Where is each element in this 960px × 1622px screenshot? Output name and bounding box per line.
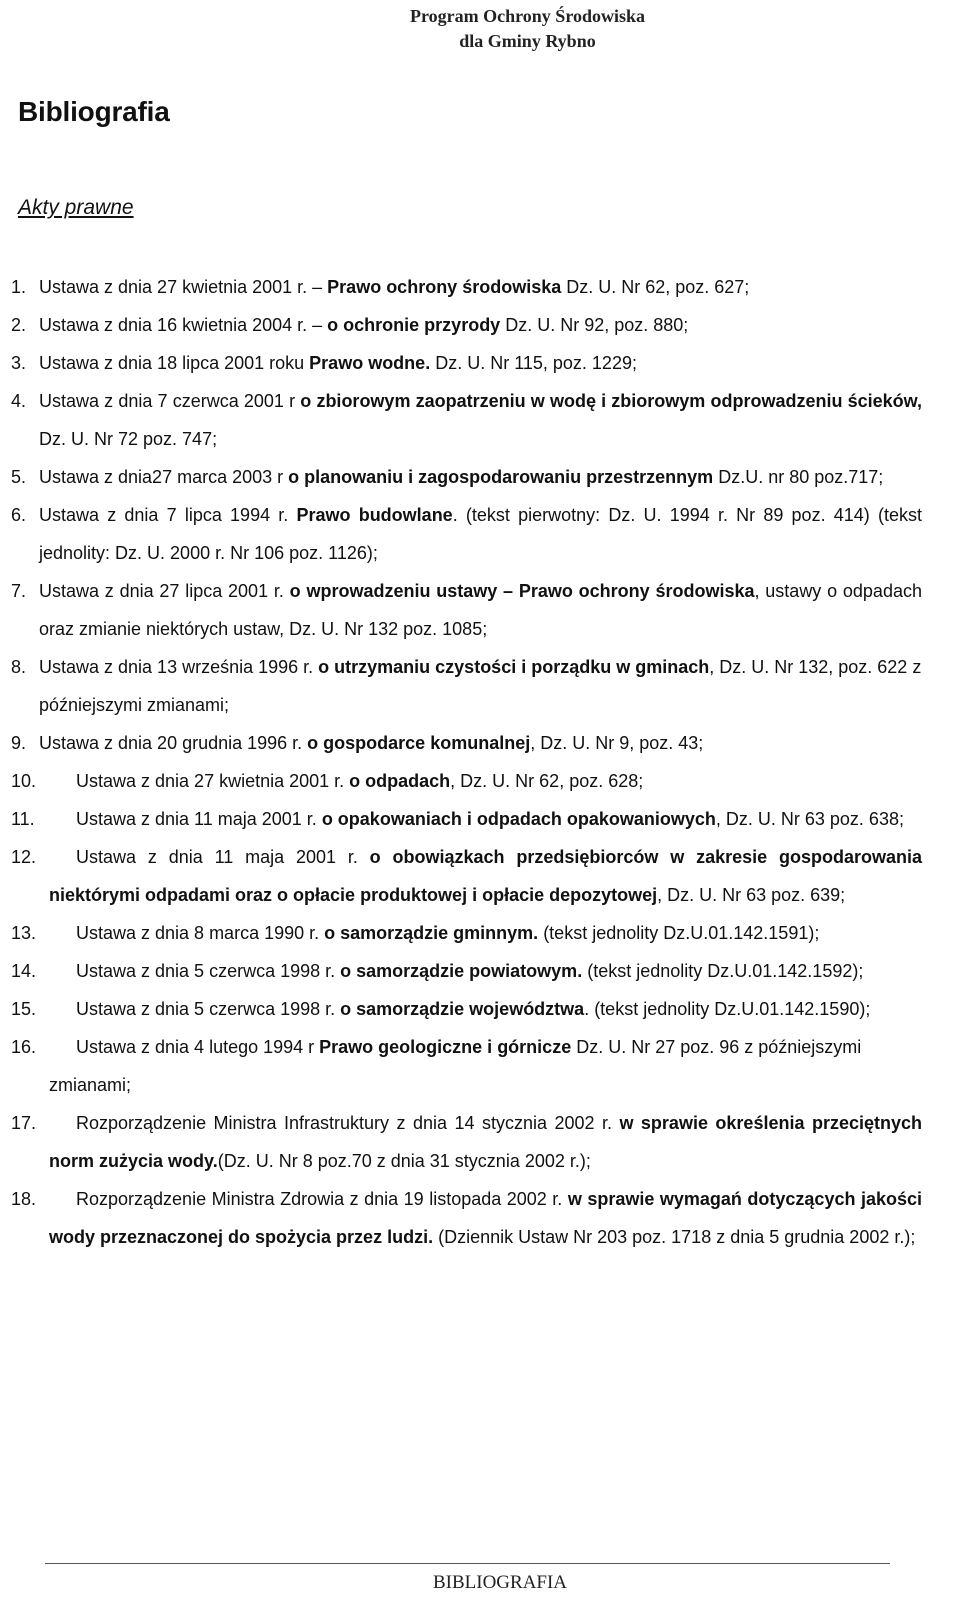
list-item — [0, 990, 960, 1028]
item-text: Ustawa z dnia 11 maja 2001 r. — [76, 809, 322, 829]
list-item — [0, 952, 960, 990]
item-text: Dz. U. Nr 72 poz. 747; — [39, 429, 218, 449]
page-title: Bibliografia — [18, 96, 170, 127]
item-text: Ustawa z dnia 5 czerwca 1998 r. — [76, 961, 341, 981]
item-title: o zbiorowym zaopatrzeniu w wodę i zbiorowym odprowadzeniu ścieków, — [300, 391, 923, 411]
list-item — [0, 1104, 960, 1180]
list-item — [0, 344, 960, 382]
section-subtitle: Akty prawne — [18, 196, 134, 219]
item-text: , Dz. U. Nr 132, poz. 622 z późniejszymi zmianami; — [39, 657, 922, 715]
item-text: Ustawa z dnia 4 lutego 1994 r — [76, 1037, 320, 1057]
item-text: Rozporządzenie Ministra Infrastruktury z dnia 14 stycznia 2002 r. — [76, 1113, 620, 1133]
list-item — [0, 382, 960, 458]
list-item — [0, 572, 960, 648]
item-text: Ustawa z dnia 27 lipca 2001 r. — [39, 581, 290, 601]
item-title: o planowaniu i zagospodarowaniu przestrzennym — [288, 467, 714, 487]
item-title: o odpadach — [349, 771, 451, 791]
item-text: Dz. U. Nr 62, poz. 627; — [561, 277, 750, 297]
item-text: Ustawa z dnia 27 kwietnia 2001 r. — [76, 771, 350, 791]
list-item — [0, 724, 960, 762]
header-line-1: Program Ochrony Środowiska — [409, 6, 646, 26]
item-number: 9. — [11, 733, 27, 753]
item-title: o gospodarce komunalnej — [307, 733, 531, 753]
item-title: o samorządzie powiatowym. — [340, 961, 583, 981]
item-text: , ustawy o odpadach oraz zmianie niektórych ustaw, Dz. U. Nr 132 poz. 1085; — [39, 581, 922, 639]
item-title: Prawo wodne. — [309, 353, 431, 373]
list-item — [0, 800, 960, 838]
item-text: (tekst jednolity Dz.U.01.142.1591); — [538, 923, 820, 943]
item-text: (Dziennik Ustaw Nr 203 poz. 1718 z dnia 5 grudnia 2002 r.); — [433, 1227, 916, 1247]
item-number: 11. — [11, 809, 35, 829]
item-title: Prawo ochrony środowiska — [327, 277, 562, 297]
list-item — [0, 914, 960, 952]
item-title: o utrzymaniu czystości i porządku w gminach — [318, 657, 710, 677]
item-text: Ustawa z dnia 8 marca 1990 r. — [76, 923, 325, 943]
item-title: o wprowadzeniu ustawy – Prawo ochrony środowiska — [289, 581, 755, 601]
item-number: 3. — [11, 353, 27, 373]
item-text: Rozporządzenie Ministra Zdrowia z dnia 19 listopada 2002 r. — [76, 1189, 568, 1209]
list-item — [0, 838, 960, 914]
list-item — [0, 458, 960, 496]
item-text: Dz. U. Nr 27 poz. 96 z późniejszymi zmianami; — [49, 1037, 862, 1095]
item-text: (Dz. U. Nr 8 poz.70 z dnia 31 stycznia 2002 r.); — [217, 1151, 591, 1171]
header-line-2: dla Gminy Rybno — [459, 31, 596, 51]
item-number: 7. — [11, 581, 27, 601]
item-title: w sprawie określenia przeciętnych norm zużycia wody. — [49, 1113, 922, 1171]
item-number: 6. — [11, 505, 27, 525]
item-text: Ustawa z dnia 16 kwietnia 2004 r. – — [39, 315, 328, 335]
item-title: w sprawie wymagań dotyczących jakości wody przeznaczonej do spożycia przez ludzi. — [49, 1189, 923, 1247]
item-text: Dz. U. Nr 115, poz. 1229; — [430, 353, 637, 373]
item-text: Ustawa z dnia 5 czerwca 1998 r. — [76, 999, 341, 1019]
item-text: Ustawa z dnia 7 czerwca 2001 r — [39, 391, 301, 411]
item-number: 15. — [11, 999, 37, 1019]
item-text: , Dz. U. Nr 9, poz. 43; — [530, 733, 704, 753]
item-number: 5. — [11, 467, 27, 487]
item-number: 8. — [11, 657, 27, 677]
item-number: 13. — [11, 923, 37, 943]
item-title: o obowiązkach przedsiębiorców w zakresie gospodarowania niektórymi odpadami oraz o opłacie produktowej i opłacie depozytowej — [49, 847, 922, 905]
item-title: o samorządzie gminnym. — [324, 923, 539, 943]
item-number: 10. — [11, 771, 37, 791]
footer-divider — [45, 1563, 890, 1564]
list-item — [0, 306, 960, 344]
item-text: Dz. U. Nr 92, poz. 880; — [500, 315, 689, 335]
item-number: 4. — [11, 391, 27, 411]
item-text: , Dz. U. Nr 62, poz. 628; — [450, 771, 644, 791]
item-text: Ustawa z dnia 13 września 1996 r. — [39, 657, 319, 677]
list-item — [0, 1028, 960, 1104]
item-text: Ustawa z dnia 7 lipca 1994 r. — [39, 505, 297, 525]
item-text: Ustawa z dnia 20 grudnia 1996 r. — [39, 733, 308, 753]
item-title: o ochronie przyrody — [327, 315, 501, 335]
item-text: (tekst jednolity Dz.U.01.142.1592); — [582, 961, 864, 981]
item-number: 17. — [11, 1113, 37, 1133]
item-title: Prawo geologiczne i górnicze — [319, 1037, 572, 1057]
item-title: o samorządzie województwa — [340, 999, 585, 1019]
item-title: o opakowaniach i odpadach opakowaniowych — [321, 809, 716, 829]
item-text: , Dz. U. Nr 63 poz. 639; — [657, 885, 846, 905]
item-text: Dz.U. nr 80 poz.717; — [713, 467, 884, 487]
item-text: . (tekst jednolity Dz.U.01.142.1590); — [584, 999, 871, 1019]
item-text: Ustawa z dnia27 marca 2003 r — [39, 467, 289, 487]
item-text: . (tekst pierwotny: Dz. U. 1994 r. Nr 89 poz. 414) (tekst jednolity: Dz. U. 2000 r. Nr 106 poz. 1126); — [39, 505, 922, 563]
page-header — [0, 4, 960, 54]
item-number: 14. — [11, 961, 37, 981]
item-number: 18. — [11, 1189, 37, 1209]
item-number: 12. — [11, 847, 37, 867]
item-number: 2. — [11, 315, 27, 335]
item-text: , Dz. U. Nr 63 poz. 638; — [715, 809, 904, 829]
list-item — [0, 496, 960, 572]
bibliography-list — [0, 268, 960, 1256]
list-item — [0, 648, 960, 724]
item-text: Ustawa z dnia 11 maja 2001 r. — [76, 847, 370, 867]
item-title: Prawo budowlane — [296, 505, 453, 525]
page-footer — [0, 1572, 960, 1594]
item-number: 1. — [11, 277, 27, 297]
list-item — [0, 1180, 960, 1256]
list-item — [0, 762, 960, 800]
item-text: Ustawa z dnia 18 lipca 2001 roku — [39, 353, 310, 373]
list-item — [0, 268, 960, 306]
item-text: Ustawa z dnia 27 kwietnia 2001 r. – — [39, 277, 328, 297]
footer-text: BIBLIOGRAFIA — [432, 1572, 568, 1593]
item-number: 16. — [11, 1037, 37, 1057]
